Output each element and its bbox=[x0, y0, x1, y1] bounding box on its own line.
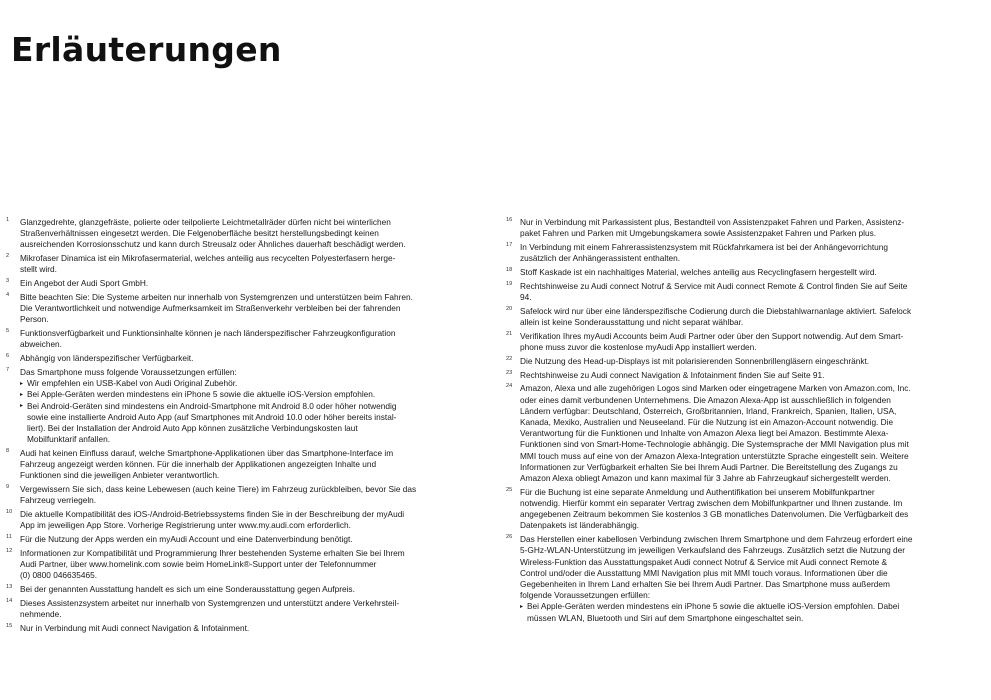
footnote-18 bbox=[506, 267, 968, 278]
footnote-text: Amazon, Alexa und alle zugehörigen Logos sind Marken oder eingetragene Marken von Amazon.com, Inc. oder eines damit verbundenen Unternehmens. Die Amazon Alexa-App ist ausschließlich in folgenden Ländern verfügbar: Deutschland, Österreich, Großbritannien, Irland, Frankreich, Spanien, Italien, USA, Kanada, Mexiko, Australien und Neuseeland. Für die Nutzung ist ein Amazon-Account notwendig. Die Verantwortung für die Funktionen und Inhalte von Amazon Alexa liegt bei Amazon. Bestimmte Alexa- Funktionen sind von Smart-Home-Technologie abhängig. Die Systemsprache der MMI Navigation plus mit MMI touch muss auf eine von der Amazon Alexa-Integration unterstützte Sprache eingestellt sein. Weitere Informationen zur Verfügbarkeit erhalten Sie bei Ihrem Audi Partner. Die Bereitstellung des Zugangs zu Amazon Alexa obliegt Amazon und kann maximal für 3 Jahre ab Fahrzeugkauf sichergestellt werden. bbox=[520, 383, 911, 484]
footnote-24 bbox=[506, 383, 968, 484]
footnote-5 bbox=[6, 328, 468, 350]
footnote-1 bbox=[6, 217, 468, 251]
footnote-text: Rechtshinweise zu Audi connect Notruf & Service mit Audi connect Remote & Control finden Sie auf Seite 94. bbox=[520, 280, 908, 302]
footnote-number: 20 bbox=[506, 305, 513, 312]
footnote-7 bbox=[6, 367, 468, 445]
triangle-bullet-icon: ▸ bbox=[20, 391, 24, 398]
footnote-text: Für die Nutzung der Apps werden ein myAudi Account und eine Datenverbindung benötigt. bbox=[20, 534, 353, 545]
footnote-number: 1 bbox=[6, 217, 10, 223]
footnote-text: Rechtshinweise zu Audi connect Navigation & Infotainment finden Sie auf Seite 91. bbox=[520, 369, 825, 380]
footnote-number: 22 bbox=[506, 355, 513, 362]
footnotes-left-column bbox=[6, 217, 468, 637]
footnote-text: Das Herstellen einer kabellosen Verbindung zwischen Ihrem Smartphone und dem Fahrzeug erfordert eine 5-GHz-WLAN-Unterstützung im jeweiligen Verkaufsland des Fahrzeugs. Zusätzlich setzt die Nutzung der Wireless-Funktion das Ausstattungspaket Audi connect Notruf & Service mit Audi connect Remote & Control und/oder die Ausstattung MMI Navigation plus mit MMI touch voraus. Informationen über die Gegebenheiten in Ihrem Land erhalten Sie bei Ihrem Audi Partner. Das Smartphone muss außerdem folgende Voraussetzungen erfüllen: bbox=[520, 534, 913, 601]
footnote-text: Bitte beachten Sie: Die Systeme arbeiten nur innerhalb von Systemgrenzen und unterstützen beim Fahren. Die Verantwortlichkeit und notwendige Aufmerksamkeit im Straßenverkehr verbleiben bei der fahrenden Person. bbox=[20, 292, 413, 325]
footnote-text: Verifikation Ihres myAudi Accounts beim Audi Partner oder über den Support notwendig. Auf dem Smart- phone muss zuvor die kostenlose myAudi App installiert werden. bbox=[520, 330, 904, 352]
footnote-number: 16 bbox=[506, 217, 513, 223]
footnote-number: 23 bbox=[506, 369, 513, 376]
triangle-bullet-icon: ▸ bbox=[20, 403, 24, 410]
footnote-9 bbox=[6, 484, 468, 506]
footnote-3 bbox=[6, 278, 468, 289]
bullet-item bbox=[20, 378, 468, 389]
footnote-10 bbox=[6, 509, 468, 531]
footnote-number: 25 bbox=[506, 486, 513, 493]
footnote-number: 7 bbox=[6, 367, 10, 373]
footnote-20 bbox=[506, 306, 968, 328]
footnote-bullet-list bbox=[520, 601, 968, 623]
footnote-16 bbox=[506, 217, 968, 239]
footnote-text: Audi hat keinen Einfluss darauf, welche Smartphone-Applikationen über das Smartphone-Interface im Fahrzeug angezeigt werden können. Für die innerhalb der Applikationen angezeigten Inhalte und Funktionen sind die jeweiligen Anbieter verantwortlich. bbox=[20, 448, 394, 481]
footnote-8 bbox=[6, 448, 468, 482]
footnote-number: 6 bbox=[6, 353, 10, 360]
bullet-text: Wir empfehlen ein USB-Kabel von Audi Original Zubehör. bbox=[27, 378, 238, 389]
footnote-text: Bei der genannten Ausstattung handelt es sich um eine Sonderausstattung gegen Aufpreis. bbox=[20, 584, 355, 595]
bullet-text: Bei Android-Geräten sind mindestens ein Android-Smartphone mit Android 8.0 oder höher notwendig sowie eine installierte Android Auto App (auf Smartphones mit Android 10.0 oder höher bereits instal- liert). Bei der Installation der Android Auto App können zusätzliche Verbindungskosten laut Mobilfunktarif anfallen. bbox=[27, 400, 397, 445]
footnote-number: 9 bbox=[6, 484, 10, 491]
footnote-21 bbox=[506, 331, 968, 353]
footnote-number: 8 bbox=[6, 448, 10, 455]
footnote-number: 10 bbox=[6, 509, 13, 516]
footnote-text: Die aktuelle Kompatibilität des iOS-/Android-Betriebssystems finden Sie in der Beschreibung der myAudi App im jeweiligen App Store. Vorherige Registrierung unter www.my.audi.com erforderlich. bbox=[20, 509, 405, 531]
footnote-13 bbox=[6, 584, 468, 595]
footnote-number: 17 bbox=[506, 242, 513, 248]
bullet-item bbox=[20, 389, 468, 400]
footnote-19 bbox=[506, 281, 968, 303]
bullet-text: Bei Apple-Geräten werden mindestens ein iPhone 5 sowie die aktuelle iOS-Version empfohlen. Dabei müssen WLAN, Bluetooth und Siri auf dem Smartphone eingeschaltet sein. bbox=[527, 601, 900, 623]
footnote-number: 15 bbox=[6, 623, 13, 630]
footnote-text: Die Nutzung des Head-up-Displays ist mit polarisierenden Sonnenbrillengläsern eingeschränkt. bbox=[520, 355, 870, 366]
footnote-number: 21 bbox=[506, 330, 513, 337]
footnote-11 bbox=[6, 534, 468, 545]
footnote-number: 11 bbox=[6, 534, 12, 541]
footnote-25 bbox=[506, 487, 968, 532]
footnote-text: Nur in Verbindung mit Audi connect Navigation & Infotainment. bbox=[20, 623, 250, 634]
footnote-number: 4 bbox=[6, 292, 10, 298]
footnote-number: 19 bbox=[506, 280, 513, 287]
footnote-bullet-list bbox=[20, 378, 468, 445]
footnote-text: Abhängig von länderspezifischer Verfügbarkeit. bbox=[20, 353, 194, 364]
triangle-bullet-icon: ▸ bbox=[520, 603, 524, 610]
footnote-text: Safelock wird nur über eine länderspezifische Codierung durch die Diebstahlwarnanlage aktiviert. Safelock allein ist keine Sonderausstattung und nicht separat wählbar. bbox=[520, 305, 912, 327]
footnote-text: Stoff Kaskade ist ein nachhaltiges Material, welches anteilig aus Recyclingfasern hergestellt wird. bbox=[520, 267, 877, 277]
footnote-15 bbox=[6, 623, 468, 634]
footnote-number: 13 bbox=[6, 584, 13, 591]
footnote-2 bbox=[6, 253, 468, 275]
triangle-bullet-icon: ▸ bbox=[20, 380, 24, 387]
footnote-text: Vergewissern Sie sich, dass keine Lebewesen (auch keine Tiere) im Fahrzeug zurückbleiben, bevor Sie das Fahrzeug verriegeln. bbox=[20, 484, 417, 506]
footnote-number: 12 bbox=[6, 548, 13, 555]
footnote-4 bbox=[6, 292, 468, 326]
footnote-number: 3 bbox=[6, 278, 10, 285]
footnote-text: Das Smartphone muss folgende Voraussetzungen erfüllen: bbox=[20, 367, 237, 377]
footnote-number: 2 bbox=[6, 253, 10, 260]
footnote-number: 24 bbox=[506, 383, 513, 390]
footnote-23 bbox=[506, 370, 968, 381]
footnote-text: Dieses Assistenzsystem arbeitet nur innerhalb von Systemgrenzen und unterstützt andere Verkehrsteil- nehmende. bbox=[20, 598, 400, 620]
footnote-14 bbox=[6, 598, 468, 620]
page-title: Erläuterungen bbox=[11, 30, 282, 69]
footnote-12 bbox=[6, 548, 468, 582]
footnote-number: 26 bbox=[506, 534, 513, 541]
footnote-number: 5 bbox=[6, 328, 10, 335]
footnote-text: Ein Angebot der Audi Sport GmbH. bbox=[20, 278, 149, 289]
footnote-number: 14 bbox=[6, 598, 13, 605]
footnote-text: Funktionsverfügbarkeit und Funktionsinhalte können je nach länderspezifischer Fahrzeugkonfiguration abweichen. bbox=[20, 328, 396, 350]
bullet-item bbox=[20, 401, 468, 446]
footnote-text: Für die Buchung ist eine separate Anmeldung und Authentifikation bei unserem Mobilfunkpartner notwendig. Hierfür kommt ein separater Vertrag zwischen dem Mobilfunkpartner und Ihnen zustande. Im angegebenen Zeitraum bekommen Sie kostenlos 3 GB monatliches Datenvolumen. Die Verfügbarkeit des Datenpakets ist länderabhängig. bbox=[520, 486, 909, 531]
footnote-26 bbox=[506, 534, 968, 624]
footnote-6 bbox=[6, 353, 468, 364]
footnote-text: Informationen zur Kompatibilität und Programmierung Ihrer bestehenden Systeme erhalten Sie bei Ihrem Audi Partner, über www.homelink.com sowie beim HomeLink®-Support unter der Telefonnummer (0) 0800 046635465. bbox=[20, 548, 405, 581]
bullet-text: Bei Apple-Geräten werden mindestens ein iPhone 5 sowie die aktuelle iOS-Version empfohlen. bbox=[27, 389, 376, 400]
footnote-number: 18 bbox=[506, 267, 513, 273]
bullet-item bbox=[520, 601, 968, 623]
footnotes-right-column bbox=[506, 217, 968, 626]
footnote-17 bbox=[506, 242, 968, 264]
footnote-text: Glanzgedrehte, glanzgefräste, polierte oder teilpolierte Leichtmetallräder dürfen nicht bei winterlichen Straßenverhältnissen eingesetzt werden. Die Felgenoberfläche besitzt herstellungsbedingt keinen ausreichenden Korrosionsschutz und kann durch Streusalz oder Ähnliches dauerhaft beschädigt werden. bbox=[20, 217, 406, 250]
footnote-text: In Verbindung mit einem Fahrerassistenzsystem mit Rückfahrkamera ist bei der Anhängevorrichtung zusätzlich der Anhängerassistent enthalten. bbox=[520, 242, 888, 264]
footnote-22 bbox=[506, 356, 968, 367]
footnote-text: Mikrofaser Dinamica ist ein Mikrofasermaterial, welches anteilig aus recycelten Polyesterfasern herge- stellt wird. bbox=[20, 253, 396, 275]
footnote-text: Nur in Verbindung mit Parkassistent plus, Bestandteil von Assistenzpaket Fahren und Parken, Assistenz- paket Fahren und Parken mit Umgebungskamera sowie Assistenzpaket Fahren und Parken plus. bbox=[520, 217, 905, 239]
